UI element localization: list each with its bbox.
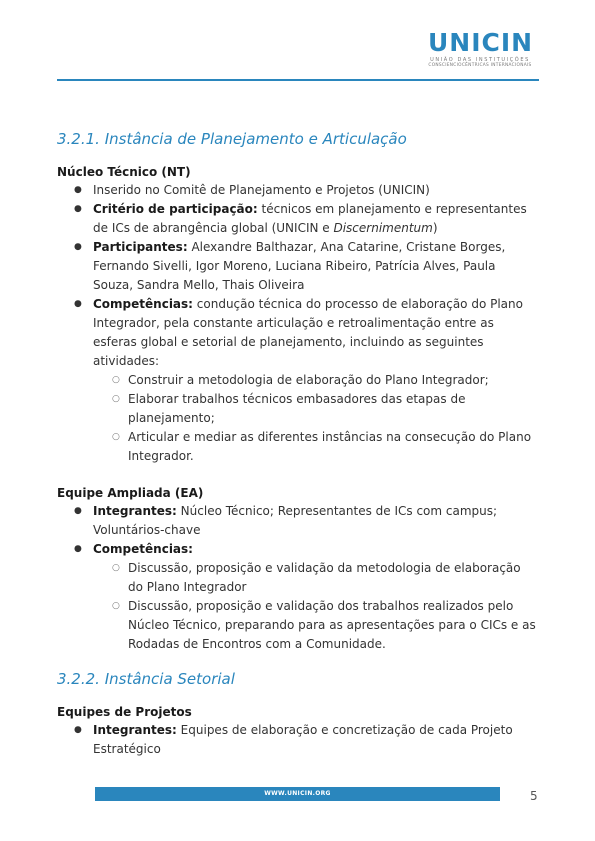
sub-list-item: ○ Discussão, proposição e validação dos trabalhos realizados pelo Núcleo Técnico, preparando para as apresentações para o CICs e as Rodadas de Encontros com a Comunidade. — [93, 597, 539, 654]
list-item — [57, 540, 539, 654]
discernimentum-text: Discernimentum — [333, 221, 433, 235]
competencias-text: condução técnica do processo de elaboração do Plano Integrador, pela constante articulação e retroalimentação entre as esferas global e setorial de planejamento, incluindo as seguintes atividades: — [93, 297, 523, 368]
ep-integrantes-text: Equipes de elaboração e concretização de cada Projeto Estratégico — [93, 723, 513, 756]
list-item — [57, 502, 539, 540]
subsection-title-nucleo-tecnico: Núcleo Técnico (NT) — [57, 165, 191, 179]
logo-wordmark: UNICIN — [428, 28, 534, 57]
logo — [428, 30, 532, 68]
page-content — [57, 128, 539, 759]
ea-integrantes-label: Integrantes: — [93, 504, 177, 518]
sub-list-item: ○ Articular e mediar as diferentes instâncias na consecução do Plano Integrador. — [93, 428, 539, 466]
list-item — [57, 181, 539, 200]
list-item — [57, 238, 539, 295]
ea-list — [57, 502, 539, 654]
footer-url[interactable]: WWW.UNICIN.ORG — [264, 790, 331, 797]
section-heading-setorial: 3.2.2. Instância Setorial — [57, 670, 235, 688]
criterio-label: Critério de participação: — [93, 202, 258, 216]
participantes-text: Alexandre Balthazar, Ana Catarine, Cristane Borges, Fernando Sivelli, Igor Moreno, Luciana Ribeiro, Patrícia Alves, Paula Souza, Sandra Mello, Thais Oliveira — [93, 240, 506, 292]
footer-bar — [95, 787, 500, 801]
subsection-title-equipes-projetos: Equipes de Projetos — [57, 705, 192, 719]
section-heading-planejamento: 3.2.1. Instância de Planejamento e Articulação — [57, 130, 407, 148]
nt-item-inserido: Inserido no Comitê de Planejamento e Projetos (UNICIN) — [93, 183, 430, 197]
sub-list-item: ○ Elaborar trabalhos técnicos embasadores das etapas de planejamento; — [93, 390, 539, 428]
criterio-text: técnicos em planejamento e representantes de ICs de abrangência global (UNICIN e — [93, 202, 527, 235]
list-item — [57, 721, 539, 759]
nt-list — [57, 181, 539, 466]
header-divider — [57, 79, 539, 81]
ea-sub-list — [93, 559, 539, 654]
list-item — [57, 200, 539, 238]
subsection-title-equipe-ampliada: Equipe Ampliada (EA) — [57, 486, 204, 500]
nt-sub-list — [93, 371, 539, 466]
participantes-label: Participantes: — [93, 240, 188, 254]
competencias-label: Competências: — [93, 297, 193, 311]
logo-subtitle-line1: UNIÃO DAS INSTITUIÇÕES — [430, 57, 530, 63]
sub-list-item: ○ Discussão, proposição e validação da metodologia de elaboração do Plano Integrador — [93, 559, 539, 597]
list-item — [57, 295, 539, 466]
page-number: 5 — [530, 789, 538, 803]
logo-subtitle-line2: CONSCIENCIOCÊNTRICAS INTERNACIONAIS — [428, 63, 532, 68]
sub-list-item: ○ Construir a metodologia de elaboração do Plano Integrador; — [93, 371, 539, 390]
ep-integrantes-label: Integrantes: — [93, 723, 177, 737]
ep-list — [57, 721, 539, 759]
criterio-end: ) — [432, 221, 438, 235]
ea-competencias-label: Competências: — [93, 542, 193, 556]
ea-integrantes-text: Núcleo Técnico; Representantes de ICs com campus; Voluntários-chave — [93, 504, 498, 537]
